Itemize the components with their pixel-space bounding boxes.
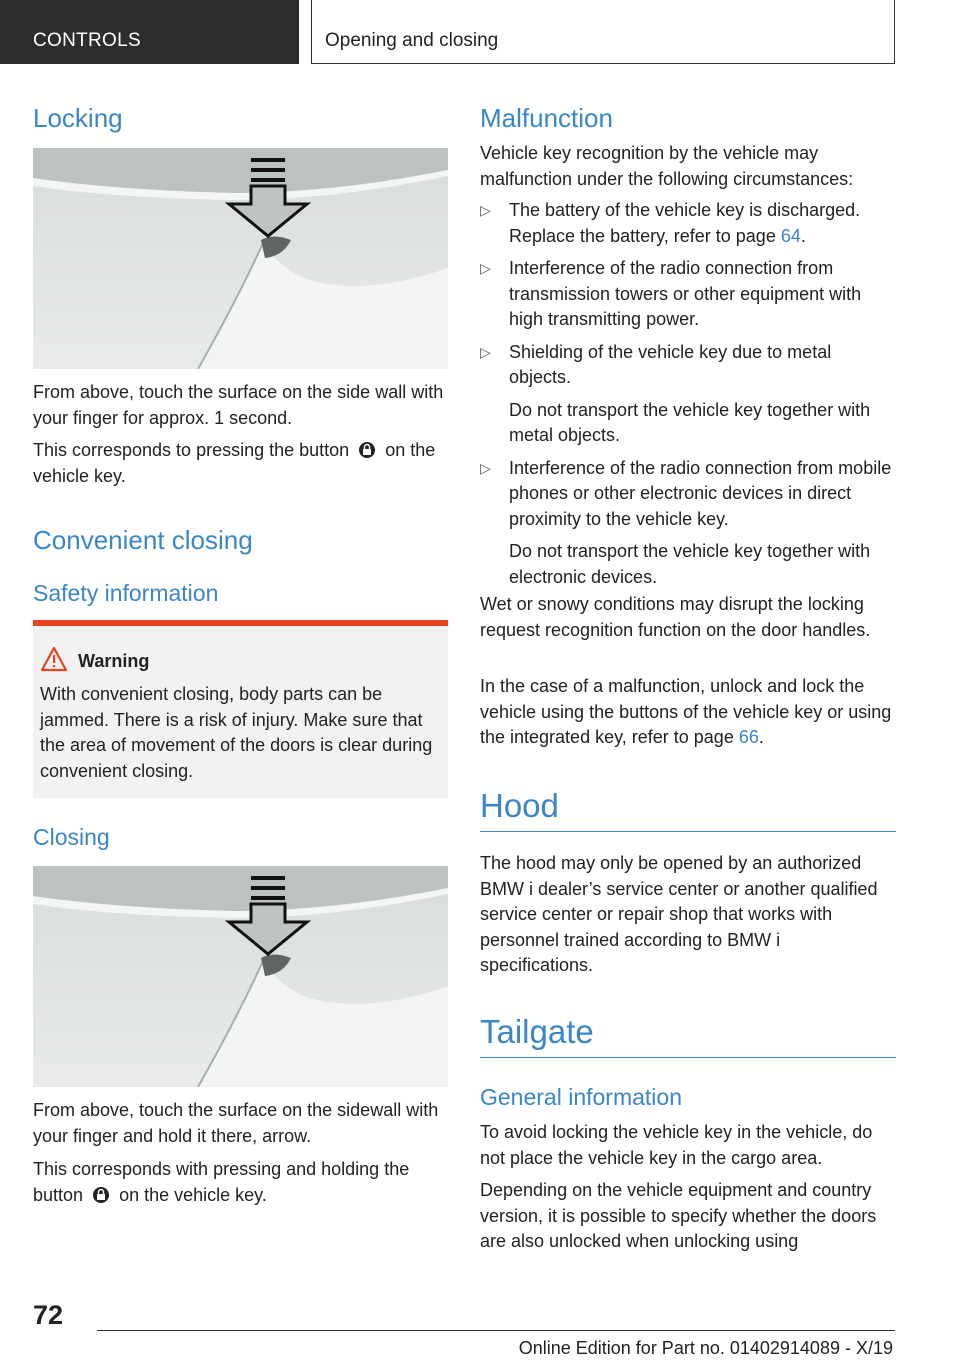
list-item-note: Do not transport the vehicle key together with metal objects. [509,399,871,445]
page-link-64[interactable]: 64 [780,225,801,246]
door-handle-illustration [33,148,448,369]
malfunction-action-main: In the case of a malfunction, unlock and lock the vehicle using the buttons of the vehicle key or using the integrated key, refer to page [480,676,892,747]
locking-figure [33,148,448,369]
list-item [480,256,896,333]
closing-heading: Closing [33,824,110,850]
warning-triangle-icon [40,646,68,672]
warning-body: With convenient closing, body parts can be jammed. There is a risk of injury. Make sure that the area of movement of the doors is clear during convenient closing. [40,684,433,781]
general-info-p1: To avoid locking the vehicle key in the vehicle, do not place the vehicle key in the cargo area. [480,1122,873,1168]
list-item [480,340,896,449]
safety-info-heading: Safety information [33,580,219,606]
list-item-text: Shielding of the vehicle key due to metal objects. [509,341,832,387]
malfunction-action-punct: . [758,727,764,747]
page-number: 72 [33,1300,64,1330]
closing-figure [33,866,448,1087]
list-item-text: Interference of the radio connection from transmission towers or other equipment with high transmitting power. [509,258,862,329]
header-section-label: CONTROLS [33,30,141,51]
warning-box [33,620,448,798]
locking-heading: Locking [33,103,123,133]
bullet-triangle-icon: ▷ [480,202,491,218]
footer-divider [97,1330,895,1331]
locking-button-note [33,438,448,489]
page-link-66[interactable]: 66 [738,727,759,747]
closing-note-a: This corresponds with pressing and holding the button [33,1159,410,1205]
header-section [0,0,299,64]
locking-note-b: on the vehicle key. [33,440,436,486]
list-item-text: The battery of the vehicle key is discharged. Replace the battery, refer to page [509,200,861,246]
lock-button-icon [92,1186,110,1204]
bullet-triangle-icon: ▷ [480,343,491,360]
malfunction-action-text [480,674,896,751]
list-item [480,198,896,249]
footer-edition: Online Edition for Part no. 01402914089 - X/19 [518,1338,893,1358]
convenient-closing-heading: Convenient closing [33,525,253,555]
list-item [480,456,896,591]
header-chapter [311,0,895,64]
locking-note-a: This corresponds to pressing the button [33,440,350,460]
closing-button-note [33,1157,448,1208]
malfunction-list [480,198,896,590]
warning-title: Warning [78,651,150,671]
general-info-p2: Depending on the vehicle equipment and country version, it is possible to specify whether the doors are also unlocked when unlocking using [480,1180,877,1251]
list-item-punct: . [800,225,806,246]
hood-heading: Hood [480,787,896,832]
malfunction-heading: Malfunction [480,103,613,133]
locking-instruction: From above, touch the surface on the side wall with your finger for approx. 1 second. [33,382,444,428]
malfunction-intro: Vehicle key recognition by the vehicle may malfunction under the following circumstances: [480,143,854,189]
bullet-triangle-icon: ▷ [480,459,491,476]
header-chapter-label: Opening and closing [325,30,499,51]
bullet-triangle-icon: ▷ [480,260,491,276]
closing-instruction: From above, touch the surface on the sidewall with your finger and hold it there, arrow. [33,1100,439,1146]
general-info-heading: General information [480,1084,682,1110]
list-item-text: Interference of the radio connection from mobile phones or other electronic devices in direct proximity to the vehicle key. [509,457,892,529]
tailgate-heading: Tailgate [480,1013,896,1058]
wet-conditions-text: Wet or snowy conditions may disrupt the locking request recognition function on the door handles. [480,594,871,640]
door-handle-hold-illustration [33,866,448,1087]
lock-button-icon [358,441,376,459]
hood-text: The hood may only be opened by an authorized BMW i dealer’s service center or another qualified service center or repair shop that works with personnel trained according to BMW i specifications. [480,853,878,975]
list-item-note: Do not transport the vehicle key together with electronic devices. [509,541,871,587]
closing-note-b: on the vehicle key. [119,1184,267,1205]
